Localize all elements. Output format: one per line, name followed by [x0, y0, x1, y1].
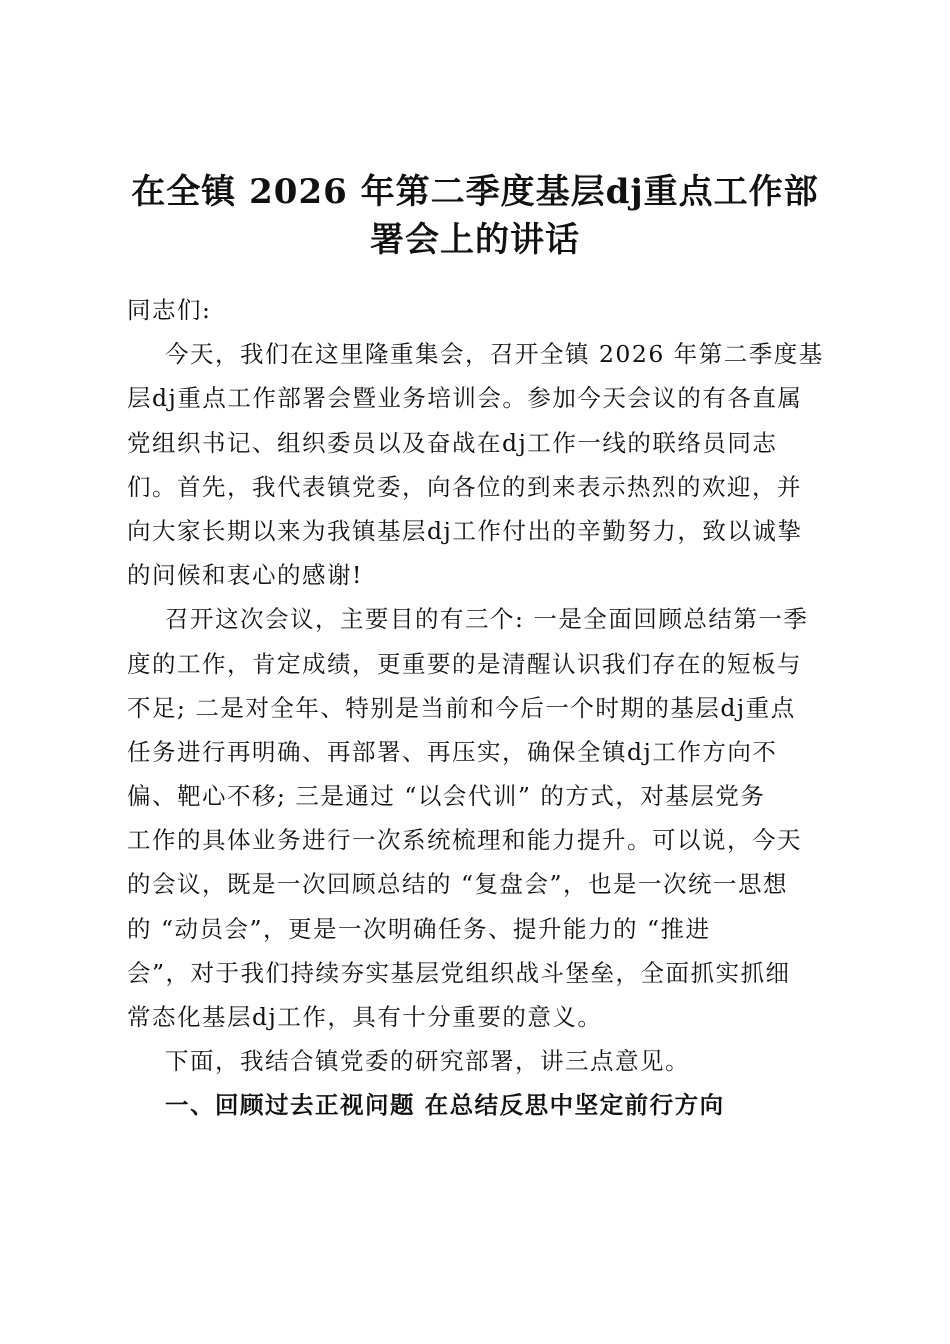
paragraph-line: 的 “动员会”，更是一次明确任务、提升能力的 “推进 — [127, 914, 711, 943]
title-line: 在全镇 2026 年第二季度基层dj重点工作部 — [131, 172, 819, 212]
paragraph-line: 不足; 二是对全年、特别是当前和今后一个时期的基层dj重点 — [127, 693, 796, 722]
paragraph-line: 会”，对于我们持续夯实基层党组织战斗堡垒，全面抓实抓细 — [127, 958, 791, 987]
paragraph-line: 今天，我们在这里隆重集会，召开全镇 2026 年第二季度基 — [165, 340, 824, 369]
paragraph-intro — [127, 332, 827, 597]
paragraph-line: 的问候和衷心的感谢! — [127, 561, 363, 590]
paragraph-line: 度的工作，肯定成绩，更重要的是清醒认识我们存在的短板与 — [127, 649, 802, 678]
document-title — [120, 168, 830, 264]
paragraph-line: 任务进行再明确、再部署、再压实，确保全镇dj工作方向不 — [127, 737, 778, 766]
paragraph-line: 党组织书记、组织委员以及奋战在dj工作一线的联络员同志 — [127, 428, 778, 457]
paragraph-line: 层dj重点工作部署会暨业务培训会。参加今天会议的有各直属 — [127, 384, 803, 413]
title-line: 署会上的讲话 — [370, 220, 580, 260]
paragraph-line: 向大家长期以来为我镇基层dj工作付出的辛勤努力，致以诚挚 — [127, 516, 803, 545]
paragraph-transition — [127, 1039, 827, 1083]
paragraph-line: 下面，我结合镇党委的研究部署，讲三点意见。 — [165, 1047, 690, 1076]
paragraph-purpose — [127, 597, 827, 1039]
paragraph-line: 工作的具体业务进行一次系统梳理和能力提升。可以说，今天 — [127, 826, 802, 855]
paragraph-line: 的会议，既是一次回顾总结的 “复盘会”，也是一次统一思想 — [127, 870, 788, 899]
paragraph-line: 们。首先，我代表镇党委，向各位的到来表示热烈的欢迎，并 — [127, 472, 802, 501]
document-body — [127, 288, 827, 1128]
paragraph-line: 常态化基层dj工作，具有十分重要的意义。 — [127, 1003, 603, 1031]
paragraph-line: 召开这次会议，主要目的有三个: 一是全面回顾总结第一季 — [165, 605, 809, 634]
salutation: 同志们: — [127, 296, 212, 324]
section-heading: 一、回顾过去正视问题 在总结反思中坚定前行方向 — [165, 1091, 725, 1120]
paragraph-line: 偏、靶心不移; 三是通过 “以会代训” 的方式，对基层党务 — [127, 782, 766, 811]
